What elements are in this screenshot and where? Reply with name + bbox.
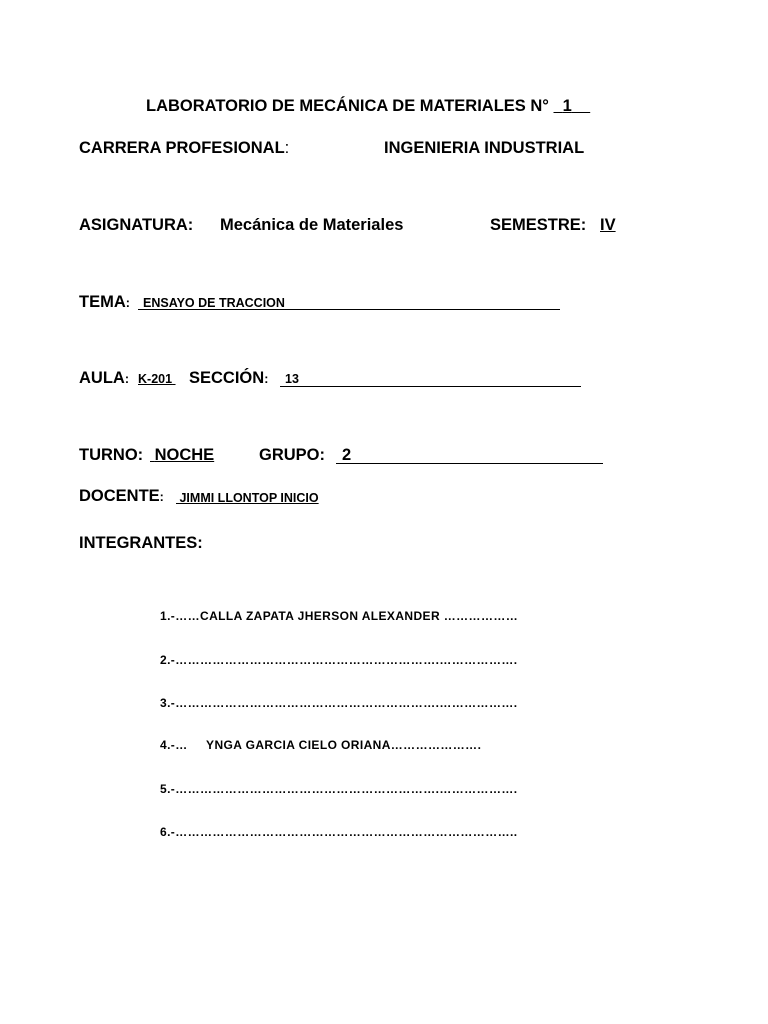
docente-value: JIMMI LLONTOP INICIO: [179, 491, 319, 505]
turno-value: NOCHE: [154, 446, 215, 464]
document-title: [146, 97, 590, 116]
aula-value: K-201: [138, 372, 173, 386]
grupo-value: 2: [342, 446, 352, 464]
semestre-value: IV: [600, 216, 616, 234]
seccion-label: SECCIÓN:: [189, 369, 269, 387]
member-5: 5.-……………………………………………………….……………….: [160, 782, 518, 796]
member-1: 1.-……CALLA ZAPATA JHERSON ALEXANDER ………………: [160, 609, 519, 623]
member-4: 4.-… YNGA GARCIA CIELO ORIANA………………….: [160, 738, 482, 752]
seccion-underline: [280, 386, 581, 387]
tema-label: TEMA:: [79, 293, 130, 311]
integrantes-label: INTEGRANTES:: [79, 534, 203, 552]
grupo-label: GRUPO:: [259, 446, 325, 464]
title-text: LABORATORIO DE MECÁNICA DE MATERIALES N°: [146, 97, 549, 115]
grupo-underline: [336, 463, 603, 464]
lab-number: 1: [562, 97, 572, 115]
carrera-value: INGENIERIA INDUSTRIAL: [384, 139, 585, 157]
docente-label: DOCENTE:: [79, 487, 164, 505]
member-3: 3.-……………………………………………………….……………….: [160, 696, 518, 710]
asignatura-value: Mecánica de Materiales: [220, 216, 404, 234]
carrera-label: CARRERA PROFESIONAL:: [79, 139, 290, 157]
tema-value: ENSAYO DE TRACCION: [143, 296, 285, 310]
asignatura-label: ASIGNATURA:: [79, 216, 194, 234]
member-2: 2.-……………………………………………………….……………….: [160, 653, 518, 667]
turno-label: TURNO:: [79, 446, 144, 464]
member-6: 6.-………………………………………………………………………..: [160, 825, 518, 839]
aula-label: AULA:: [79, 369, 129, 387]
tema-underline: [138, 309, 560, 310]
semestre-label: SEMESTRE:: [490, 216, 587, 234]
seccion-value: 13: [285, 372, 299, 386]
